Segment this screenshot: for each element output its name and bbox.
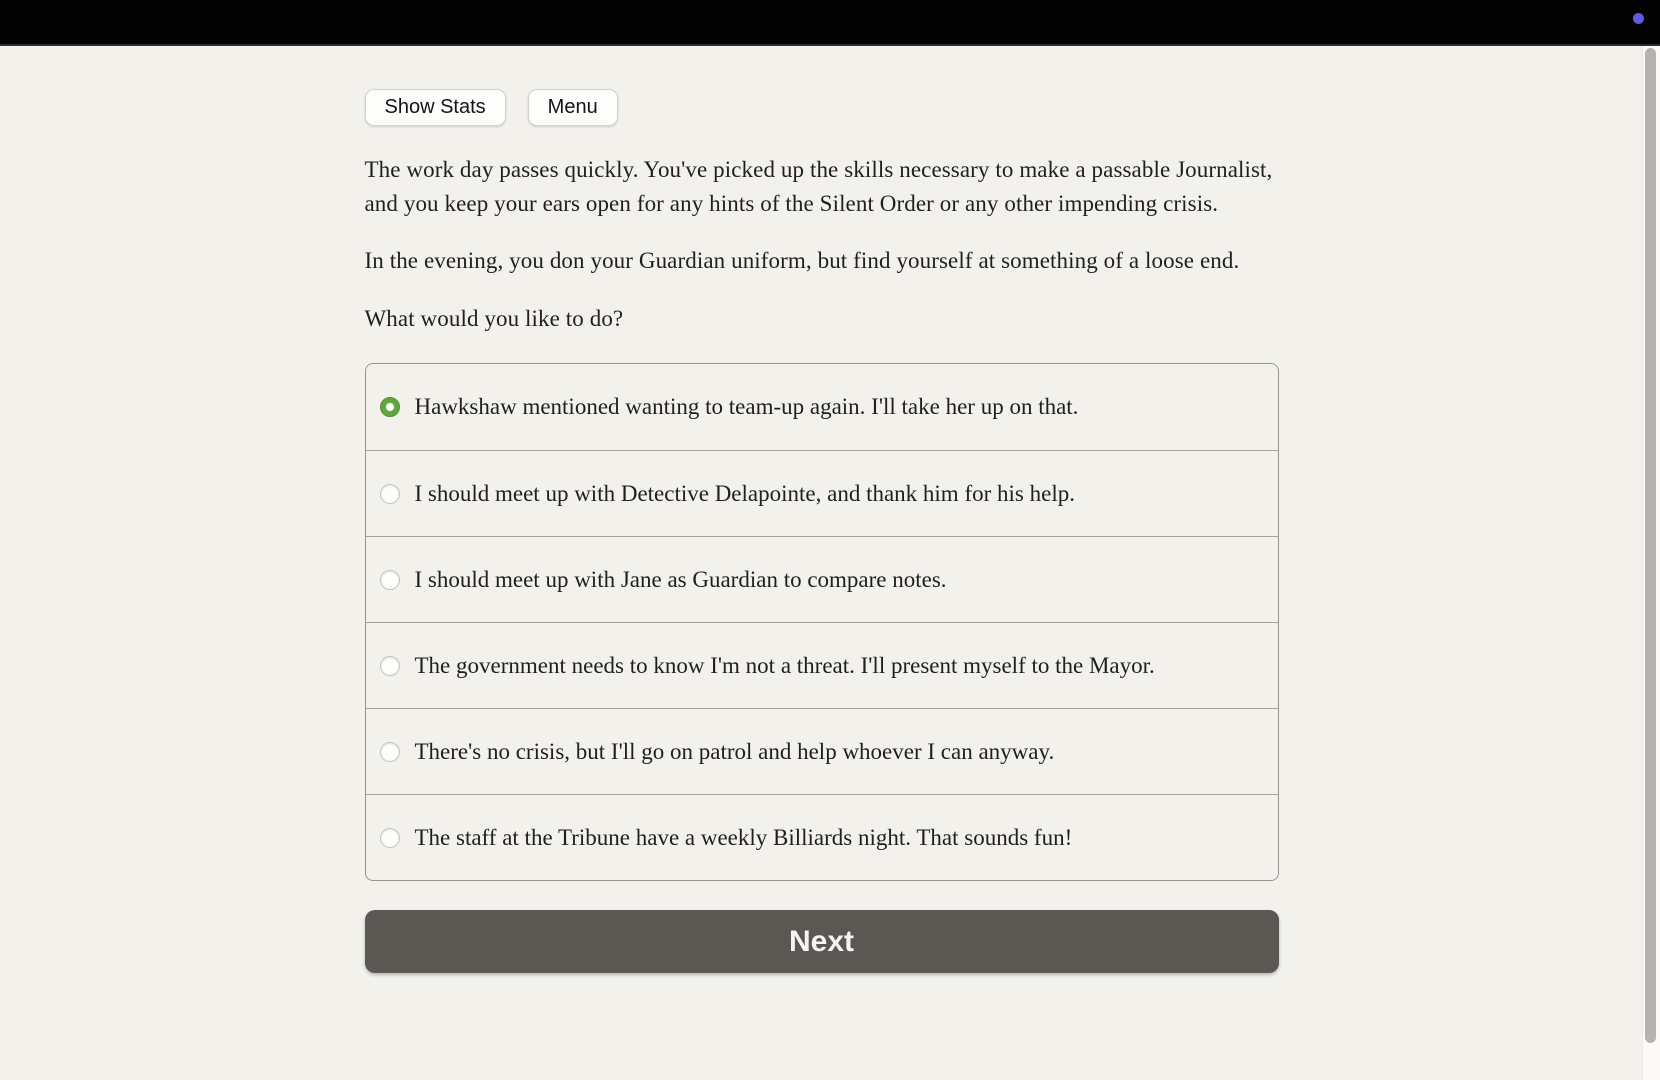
window-titlebar [0,0,1660,46]
choice-label: There's no crisis, but I'll go on patrol and help whoever I can anyway. [414,738,1055,764]
purple-dot-icon [1633,13,1644,24]
story-paragraph: The work day passes quickly. You've picked up the skills necessary to make a passable Journalist, and you keep your ears open for any hints of the Silent Order or any other impending crisis. [364,157,1273,216]
choice-label: Hawkshaw mentioned wanting to team-up again. I'll take her up on that. [414,394,1079,419]
choice-option[interactable] [366,794,1278,880]
menu-button[interactable]: Menu [528,89,618,126]
toolbar [365,89,1279,126]
radio-unselected-icon[interactable] [380,828,400,848]
radio-unselected-icon[interactable] [380,484,400,504]
choice-option[interactable] [366,450,1278,536]
choice-label: I should meet up with Jane as Guardian to compare notes. [414,566,947,592]
choice-list [365,363,1279,881]
choice-label: The government needs to know I'm not a threat. I'll present myself to the Mayor. [414,652,1155,678]
scrollbar-thumb[interactable] [1645,48,1656,1043]
radio-unselected-icon[interactable] [380,742,400,762]
choice-option[interactable] [366,536,1278,622]
choice-label: I should meet up with Detective Delapointe, and thank him for his help. [414,480,1075,506]
next-button[interactable]: Next [365,910,1279,973]
vertical-scrollbar[interactable] [1642,46,1660,1080]
show-stats-button[interactable]: Show Stats [365,89,506,126]
radio-unselected-icon[interactable] [380,570,400,590]
radio-selected-icon[interactable] [380,397,400,417]
content-column [365,89,1279,973]
choice-option[interactable] [366,364,1278,450]
choice-option[interactable] [366,708,1278,794]
choice-label: The staff at the Tribune have a weekly Billiards night. That sounds fun! [414,824,1073,850]
story-paragraph: In the evening, you don your Guardian uniform, but find yourself at something of a loose end. [364,248,1240,273]
choice-prompt: What would you like to do? [364,306,624,331]
choice-option[interactable] [366,622,1278,708]
radio-unselected-icon[interactable] [380,656,400,676]
game-page [0,44,1643,1080]
